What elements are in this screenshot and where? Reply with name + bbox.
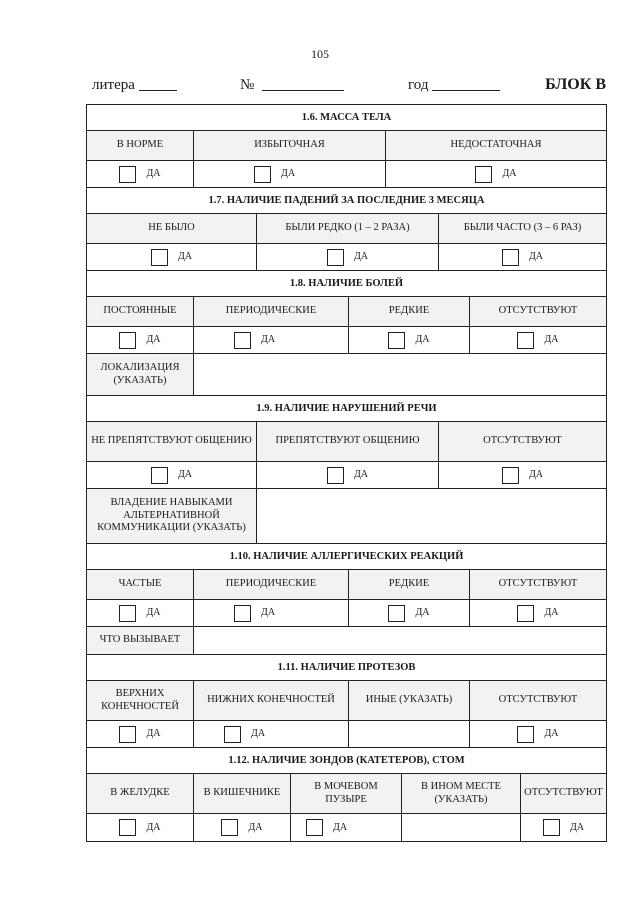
yes-label: ДА <box>146 607 161 618</box>
answers-row-1-11 <box>87 721 606 748</box>
checkbox[interactable] <box>517 726 534 743</box>
alternative-communication-label: ВЛАДЕНИЕ НАВЫКАМИ АЛЬТЕРНАТИВНОЙ КОММУНИКАЦИИ (УКАЗАТЬ) <box>87 489 257 543</box>
option-label: ПРЕПЯТСТВУЮТ ОБЩЕНИЮ <box>257 422 439 461</box>
option-label: ВЕРХНИХ КОНЕЧНОСТЕЙ <box>87 681 194 720</box>
answer-cell[interactable] <box>521 814 606 841</box>
checkbox[interactable] <box>475 166 492 183</box>
answer-cell[interactable] <box>257 244 439 270</box>
options-row-1-11 <box>87 681 606 721</box>
options-row-1-9 <box>87 422 606 462</box>
form-header <box>90 76 606 96</box>
yes-label: ДА <box>146 334 161 345</box>
section-title-1-8: 1.8. НАЛИЧИЕ БОЛЕЙ <box>87 271 606 297</box>
yes-label: ДА <box>251 728 266 739</box>
number-label: № <box>240 77 255 93</box>
answer-cell[interactable] <box>386 161 606 187</box>
answer-cell[interactable] <box>194 327 349 353</box>
answer-cell[interactable] <box>87 721 194 747</box>
yes-label: ДА <box>146 821 161 833</box>
option-label: НЕ БЫЛО <box>87 214 257 243</box>
yes-label: ДА <box>528 251 544 262</box>
checkbox[interactable] <box>119 332 136 349</box>
checkbox[interactable] <box>119 605 136 622</box>
checkbox[interactable] <box>224 726 241 743</box>
option-label: ПЕРИОДИЧЕСКИЕ <box>194 297 349 326</box>
option-label: НИЖНИХ КОНЕЧНОСТЕЙ <box>194 681 349 720</box>
yes-label: ДА <box>353 469 369 480</box>
checkbox[interactable] <box>119 166 136 183</box>
checkbox[interactable] <box>234 332 251 349</box>
yes-label: ДА <box>353 251 369 262</box>
answer-cell[interactable] <box>194 161 386 187</box>
checkbox[interactable] <box>543 819 560 836</box>
answers-row-1-7 <box>87 244 606 271</box>
checkbox[interactable] <box>254 166 271 183</box>
options-row-1-6 <box>87 131 606 161</box>
checkbox[interactable] <box>151 249 168 266</box>
litera-line <box>139 76 177 91</box>
yes-label: ДА <box>146 728 161 739</box>
number-field[interactable] <box>240 76 344 94</box>
answer-cell[interactable] <box>87 161 194 187</box>
answer-cell[interactable] <box>87 814 194 841</box>
alternative-communication-input[interactable] <box>257 489 606 543</box>
options-row-1-7 <box>87 214 606 244</box>
option-label: НЕ ПРЕПЯТСТВУЮТ ОБЩЕНИЮ <box>87 422 257 461</box>
allergy-cause-row <box>87 627 606 655</box>
checkbox[interactable] <box>502 467 519 484</box>
yes-label: ДА <box>502 168 517 179</box>
answers-row-1-6 <box>87 161 606 188</box>
option-label: В ЖЕЛУДКЕ <box>87 774 194 813</box>
allergy-cause-input[interactable] <box>194 627 606 654</box>
page-number: 105 <box>311 47 329 61</box>
checkbox[interactable] <box>327 467 344 484</box>
answer-cell[interactable] <box>194 814 291 841</box>
litera-label: литера <box>92 77 135 93</box>
option-label: ОТСУТСТВУЮТ <box>498 694 578 706</box>
alternative-communication-row <box>87 489 606 544</box>
yes-label: ДА <box>281 168 296 179</box>
option-label: РЕДКИЕ <box>349 570 470 599</box>
checkbox[interactable] <box>327 249 344 266</box>
answer-cell[interactable] <box>194 600 349 626</box>
answers-row-1-12 <box>87 814 606 841</box>
answer-cell[interactable] <box>257 462 439 488</box>
localization-label: ЛОКАЛИЗАЦИЯ (УКАЗАТЬ) <box>87 354 194 395</box>
year-line <box>432 76 500 91</box>
answer-cell[interactable] <box>470 721 606 747</box>
option-label: НЕДОСТАТОЧНАЯ <box>450 139 542 151</box>
option-label: ОТСУТСТВУЮТ <box>498 578 578 590</box>
yes-label: ДА <box>544 728 559 739</box>
litera-field[interactable] <box>92 76 177 94</box>
section-title-1-10: 1.10. НАЛИЧИЕ АЛЛЕРГИЧЕСКИХ РЕАКЦИЙ <box>87 544 606 570</box>
yes-label: ДА <box>177 251 193 262</box>
checkbox[interactable] <box>119 726 136 743</box>
yes-label: ДА <box>261 334 276 345</box>
answer-cell[interactable] <box>439 462 606 488</box>
localization-row <box>87 354 606 396</box>
option-label: В НОРМЕ <box>87 131 194 160</box>
answer-cell[interactable] <box>349 327 470 353</box>
localization-input[interactable] <box>194 354 606 395</box>
yes-label: ДА <box>415 334 430 345</box>
section-title-1-6: 1.6. МАССА ТЕЛА <box>87 105 606 131</box>
option-label: В КИШЕЧНИКЕ <box>194 774 291 813</box>
answer-cell[interactable] <box>87 600 194 626</box>
yes-label: ДА <box>569 821 585 833</box>
checkbox[interactable] <box>306 819 323 836</box>
checkbox[interactable] <box>517 605 534 622</box>
options-row-1-12 <box>87 774 606 814</box>
checkbox[interactable] <box>502 249 519 266</box>
option-label: БЫЛИ РЕДКО (1 – 2 РАЗА) <box>257 214 439 243</box>
empty-answer-cell[interactable] <box>402 814 521 841</box>
checkbox[interactable] <box>234 605 251 622</box>
year-field[interactable] <box>408 76 500 94</box>
yes-label: ДА <box>544 334 559 345</box>
answers-row-1-10 <box>87 600 606 627</box>
answer-cell[interactable] <box>194 721 349 747</box>
options-row-1-8 <box>87 297 606 327</box>
yes-label: ДА <box>261 607 276 618</box>
yes-label: ДА <box>177 469 193 480</box>
checkbox[interactable] <box>388 332 405 349</box>
yes-label: ДА <box>333 821 348 833</box>
options-row-1-10 <box>87 570 606 600</box>
option-label: ПОСТОЯННЫЕ <box>87 297 194 326</box>
answer-cell[interactable] <box>87 244 257 270</box>
checkbox[interactable] <box>221 819 238 836</box>
yes-label: ДА <box>544 607 559 618</box>
answer-cell[interactable] <box>349 600 470 626</box>
yes-label: ДА <box>415 607 430 618</box>
checkbox[interactable] <box>119 819 136 836</box>
section-title-1-11: 1.11. НАЛИЧИЕ ПРОТЕЗОВ <box>87 655 606 681</box>
section-title-1-9: 1.9. НАЛИЧИЕ НАРУШЕНИЙ РЕЧИ <box>87 396 606 422</box>
yes-label: ДА <box>146 168 161 179</box>
yes-label: ДА <box>528 469 544 480</box>
option-label: ПЕРИОДИЧЕСКИЕ <box>194 570 349 599</box>
option-label: РЕДКИЕ <box>349 297 470 326</box>
section-title-1-7: 1.7. НАЛИЧИЕ ПАДЕНИЙ ЗА ПОСЛЕДНИЕ 3 МЕСЯЦА <box>87 188 606 214</box>
option-label: ИЗБЫТОЧНАЯ <box>194 131 386 160</box>
option-label: ЧАСТЫЕ <box>87 570 194 599</box>
answer-cell[interactable] <box>439 244 606 270</box>
answer-cell[interactable] <box>470 600 606 626</box>
answer-cell[interactable] <box>470 327 606 353</box>
year-label: год <box>408 77 429 93</box>
checkbox[interactable] <box>388 605 405 622</box>
block-label: БЛОК В <box>545 76 606 93</box>
answer-cell[interactable] <box>87 327 194 353</box>
option-label: ОТСУТСТВУЮТ <box>524 787 603 799</box>
checkbox[interactable] <box>151 467 168 484</box>
option-label: БЫЛИ ЧАСТО (3 – 6 РАЗ) <box>463 222 582 234</box>
allergy-cause-label: ЧТО ВЫЗЫВАЕТ <box>87 627 194 654</box>
option-label: ИНЫЕ (УКАЗАТЬ) <box>349 681 470 720</box>
assessment-form <box>86 104 607 842</box>
answers-row-1-8 <box>87 327 606 354</box>
option-label: В ИНОМ МЕСТЕ (УКАЗАТЬ) <box>402 774 521 813</box>
answers-row-1-9 <box>87 462 606 489</box>
answer-cell[interactable] <box>87 462 257 488</box>
answer-cell[interactable] <box>291 814 402 841</box>
section-title-1-12: 1.12. НАЛИЧИЕ ЗОНДОВ (КАТЕТЕРОВ), СТОМ <box>87 748 606 774</box>
yes-label: ДА <box>248 821 263 833</box>
checkbox[interactable] <box>517 332 534 349</box>
number-line <box>262 76 344 91</box>
option-label: ОТСУТСТВУЮТ <box>498 305 578 317</box>
option-label: ОТСУТСТВУЮТ <box>483 435 562 447</box>
option-label: В МОЧЕВОМ ПУЗЫРЕ <box>291 774 402 813</box>
empty-answer-cell[interactable] <box>349 721 470 747</box>
